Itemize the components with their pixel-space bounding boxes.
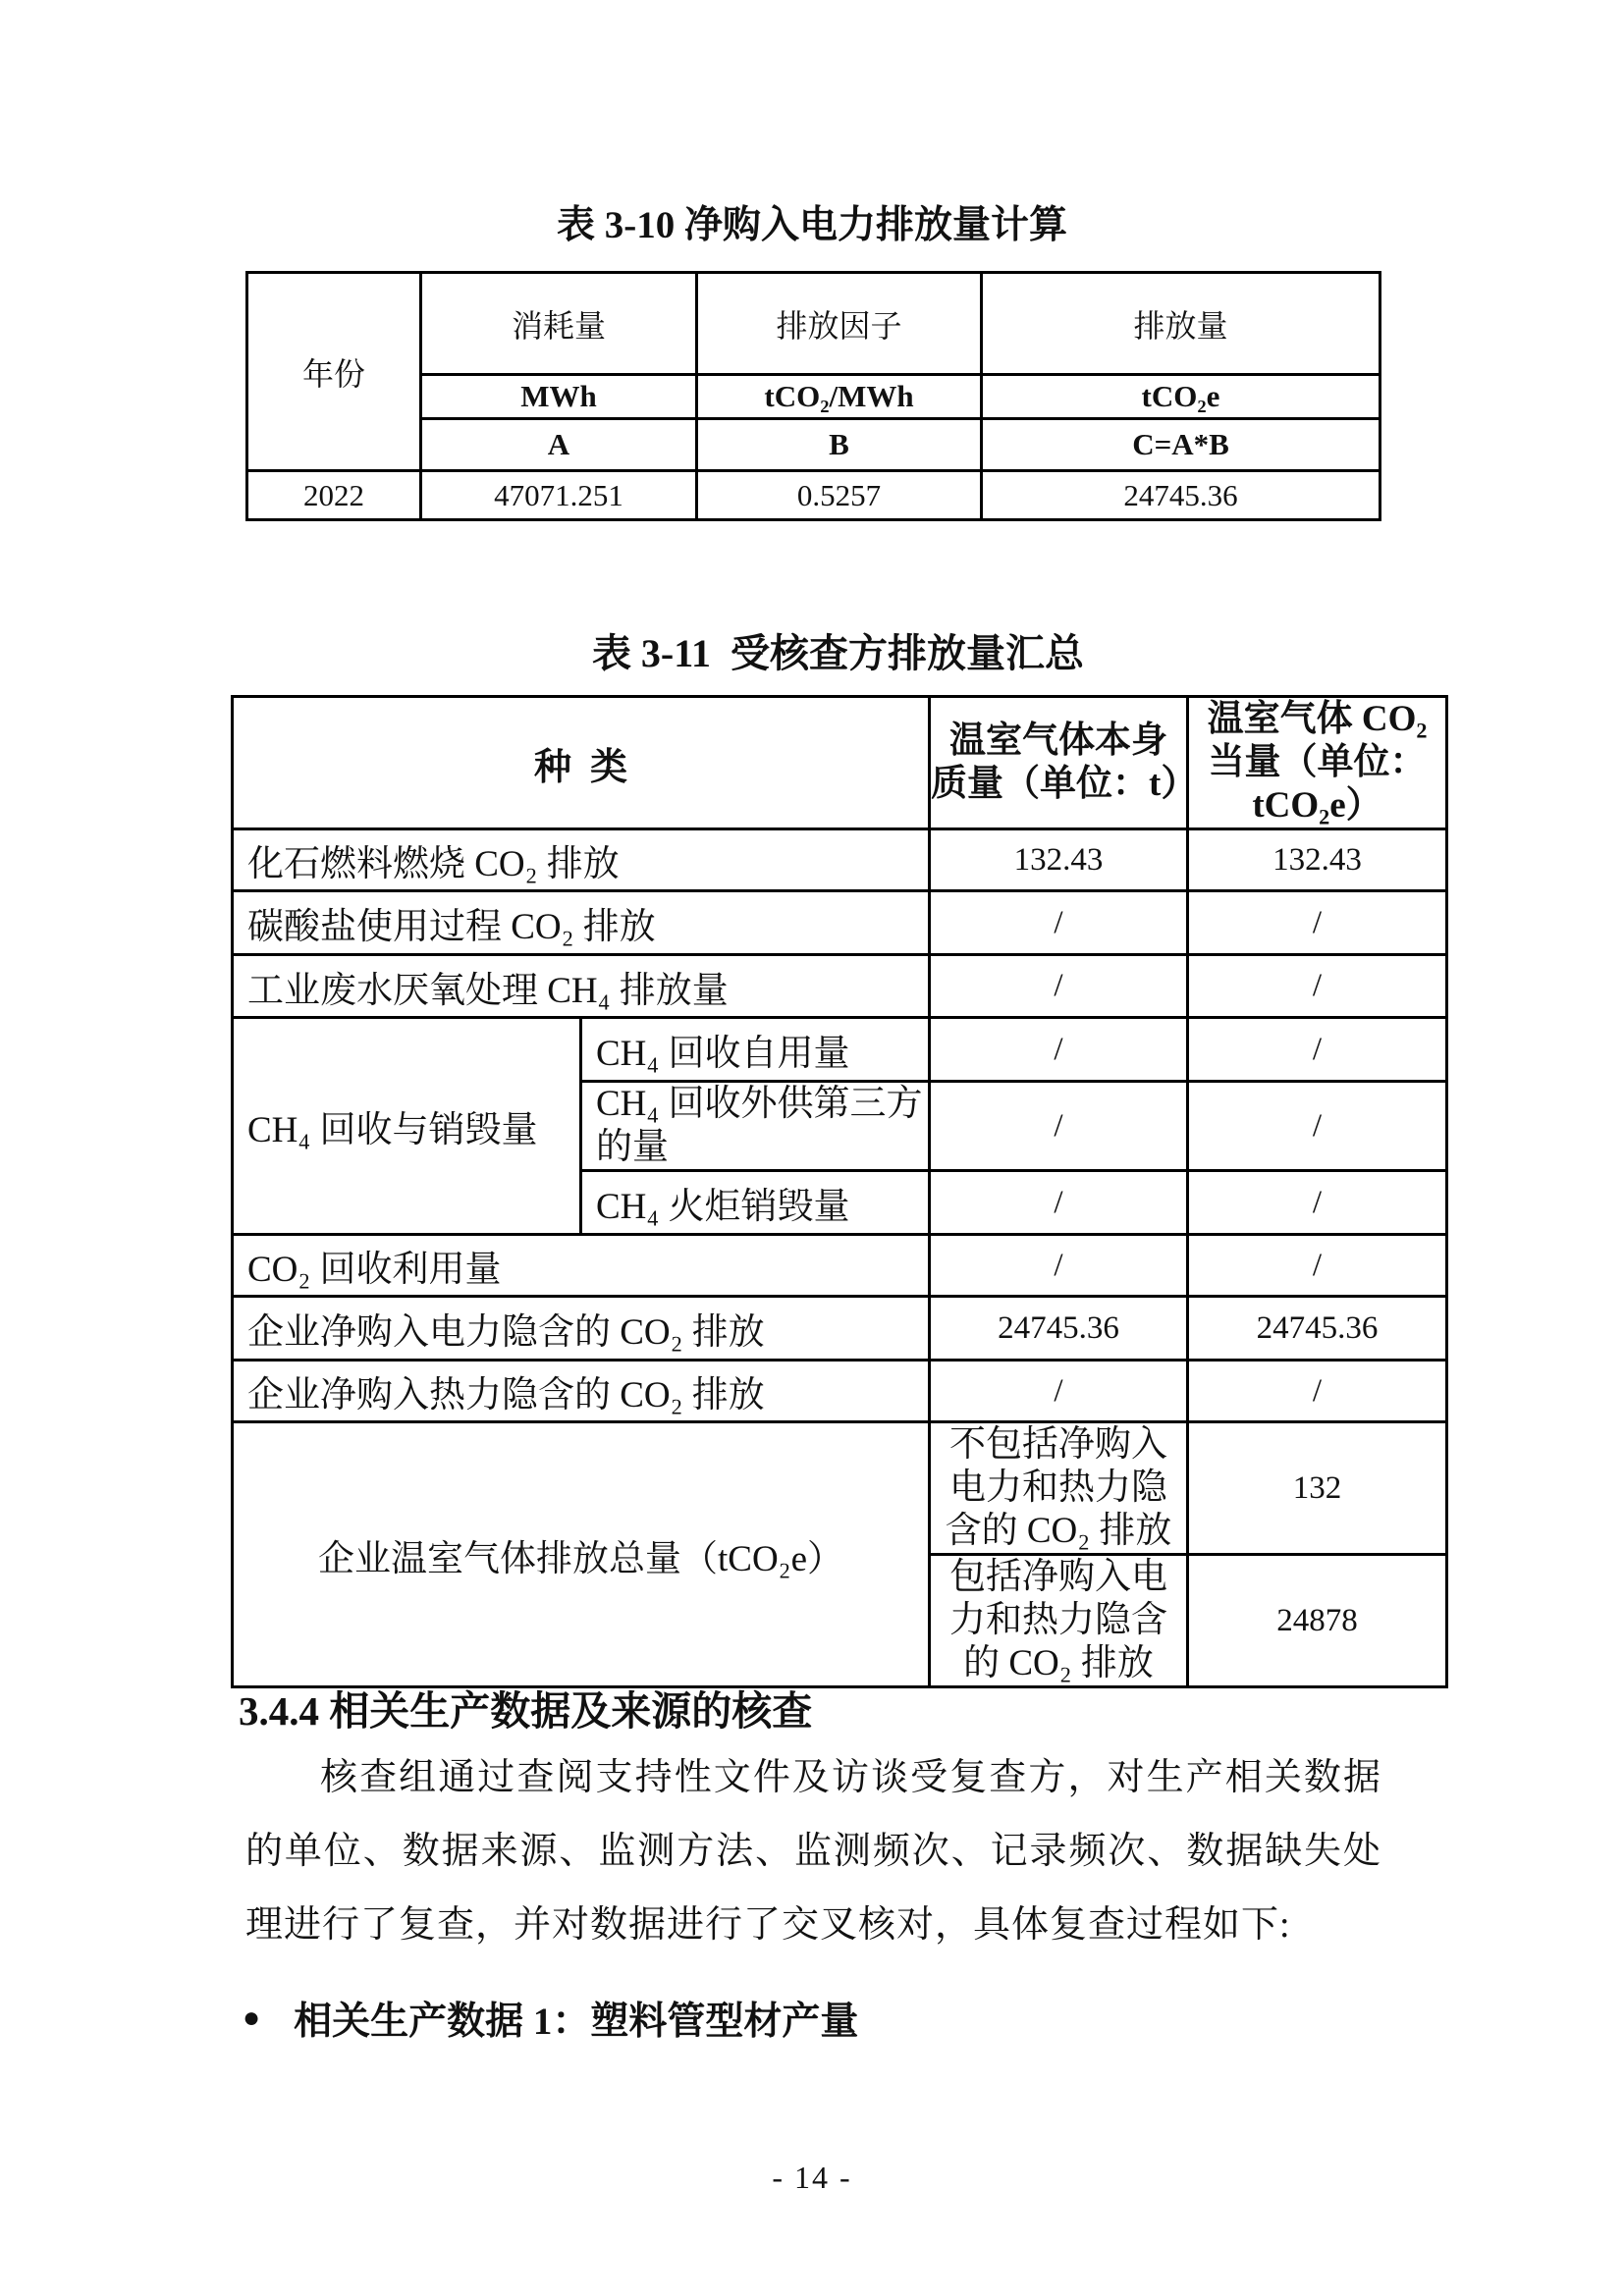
t10-cell-factor: 0.5257 xyxy=(697,471,982,520)
t11-carbonate-mass: / xyxy=(930,891,1188,955)
t11-ch4-self-mass: / xyxy=(930,1018,1188,1082)
t11-fossil-mass: 132.43 xyxy=(930,829,1188,891)
t11-total-incl-value: 24878 xyxy=(1188,1555,1447,1687)
t10-header-year: 年份 xyxy=(247,273,421,471)
t11-row-electricity xyxy=(233,1297,1447,1361)
t10-sym-factor: B xyxy=(697,419,982,471)
body-paragraph: 核查组通过查阅支持性文件及访谈受复查方，对生产相关数据的单位、数据来源、监测方法、监测频次、记录频次、数据缺失处理进行了复查，并对数据进行了交叉核对，具体复查过程如下: xyxy=(245,1757,1381,1946)
t11-ch4-third-line2: 的量 xyxy=(596,1127,669,1167)
bullet-item xyxy=(243,1991,858,2046)
t11-co2-recovery-mass: / xyxy=(930,1235,1188,1297)
t11-ch4-third-label xyxy=(581,1082,930,1171)
t11-header-co2e-line1: 温室气体 CO₂ xyxy=(1207,699,1428,739)
page-number: - 14 - xyxy=(772,2160,852,2195)
t10-unit-factor: tCO₂/MWh xyxy=(697,375,982,419)
t10-header-consumption: 消耗量 xyxy=(421,273,697,375)
t10-sym-consumption: A xyxy=(421,419,697,471)
t11-ch4-group-label: CH₄ 回收与销毁量 xyxy=(233,1018,581,1235)
t11-electricity-label: 企业净购入电力隐含的 CO₂ 排放 xyxy=(233,1297,930,1361)
t10-cell-year: 2022 xyxy=(247,471,421,520)
t11-row-carbonate xyxy=(233,891,1447,955)
t11-row-total-excl xyxy=(233,1422,1447,1555)
t11-fossil-label: 化石燃料燃烧 CO₂ 排放 xyxy=(233,829,930,891)
section-heading: 3.4.4 相关生产数据及来源的核查 xyxy=(239,1688,813,1734)
t11-row-ch4-self xyxy=(233,1018,1447,1082)
t11-header-category: 种 类 xyxy=(233,697,930,829)
table-3-10-title: 表 3-10 净购入电力排放量计算 xyxy=(557,204,1067,246)
t11-carbonate-label: 碳酸盐使用过程 CO₂ 排放 xyxy=(233,891,930,955)
t11-carbonate-co2e: / xyxy=(1188,891,1447,955)
t10-cell-emission: 24745.36 xyxy=(982,471,1380,520)
t10-header-row-1 xyxy=(247,273,1380,375)
t11-electricity-co2e: 24745.36 xyxy=(1188,1297,1447,1361)
table-3-11 xyxy=(231,695,1448,1688)
t11-header-co2e xyxy=(1188,697,1447,829)
bullet-marker-icon: ● xyxy=(243,2002,261,2034)
t11-total-incl-line1: 包括净购入电 xyxy=(949,1557,1168,1597)
t11-ch4-flare-co2e: / xyxy=(1188,1171,1447,1235)
t11-row-wastewater xyxy=(233,955,1447,1018)
t11-total-label: 企业温室气体排放总量（tCO₂e） xyxy=(233,1422,930,1687)
t11-ch4-third-line1: CH₄ 回收外供第三方 xyxy=(596,1084,923,1124)
t11-ch4-self-label: CH₄ 回收自用量 xyxy=(581,1018,930,1082)
t11-heat-co2e: / xyxy=(1188,1361,1447,1422)
t11-total-excl-line1: 不包括净购入 xyxy=(949,1424,1168,1465)
t10-cell-consumption: 47071.251 xyxy=(421,471,697,520)
t11-wastewater-co2e: / xyxy=(1188,955,1447,1018)
t11-heat-mass: / xyxy=(930,1361,1188,1422)
t11-total-incl-label xyxy=(930,1555,1188,1687)
table-3-10 xyxy=(245,271,1381,521)
t11-ch4-flare-mass: / xyxy=(930,1171,1188,1235)
t11-wastewater-mass: / xyxy=(930,955,1188,1018)
t10-data-row xyxy=(247,471,1380,520)
t11-ch4-flare-label: CH₄ 火炬销毁量 xyxy=(581,1171,930,1235)
bullet-text: 相关生产数据 1：塑料管型材产量 xyxy=(294,2001,859,2043)
t11-header-row xyxy=(233,697,1447,829)
t11-header-co2e-line2: 当量（单位： xyxy=(1208,742,1427,782)
t11-row-heat xyxy=(233,1361,1447,1422)
t10-unit-consumption: MWh xyxy=(421,375,697,419)
t11-total-incl-line2: 力和热力隐含 xyxy=(949,1600,1168,1640)
t10-header-emission: 排放量 xyxy=(982,273,1380,375)
t10-unit-emission: tCO₂e xyxy=(982,375,1380,419)
t11-total-excl-line3: 含的 CO₂ 排放 xyxy=(945,1511,1172,1551)
table-3-11-title: 表 3-11 受核查方排放量汇总 xyxy=(591,631,1085,675)
t11-wastewater-label: 工业废水厌氧处理 CH₄ 排放量 xyxy=(233,955,930,1018)
t10-header-factor: 排放因子 xyxy=(697,273,982,375)
t11-header-mass-line1: 温室气体本身 xyxy=(949,721,1168,761)
t11-total-excl-label xyxy=(930,1422,1188,1555)
t11-ch4-third-co2e: / xyxy=(1188,1082,1447,1171)
t11-co2-recovery-label: CO₂ 回收利用量 xyxy=(233,1235,930,1297)
t11-ch4-self-co2e: / xyxy=(1188,1018,1447,1082)
t11-total-incl-line3: 的 CO₂ 排放 xyxy=(963,1643,1154,1683)
t11-total-excl-value: 132 xyxy=(1188,1422,1447,1555)
t11-row-fossil xyxy=(233,829,1447,891)
t11-heat-label: 企业净购入热力隐含的 CO₂ 排放 xyxy=(233,1361,930,1422)
t11-header-mass-line2: 质量（单位：t） xyxy=(931,764,1198,804)
t11-total-excl-line2: 电力和热力隐 xyxy=(949,1468,1168,1508)
t10-sym-emission: C=A*B xyxy=(982,419,1380,471)
t11-co2-recovery-co2e: / xyxy=(1188,1235,1447,1297)
t11-header-co2e-line3: tCO₂e） xyxy=(1252,785,1382,826)
t11-header-mass xyxy=(930,697,1198,829)
t11-row-co2-recovery xyxy=(233,1235,1447,1297)
t11-fossil-co2e: 132.43 xyxy=(1188,829,1447,891)
t11-electricity-mass: 24745.36 xyxy=(930,1297,1188,1361)
t11-ch4-third-mass: / xyxy=(930,1082,1188,1171)
